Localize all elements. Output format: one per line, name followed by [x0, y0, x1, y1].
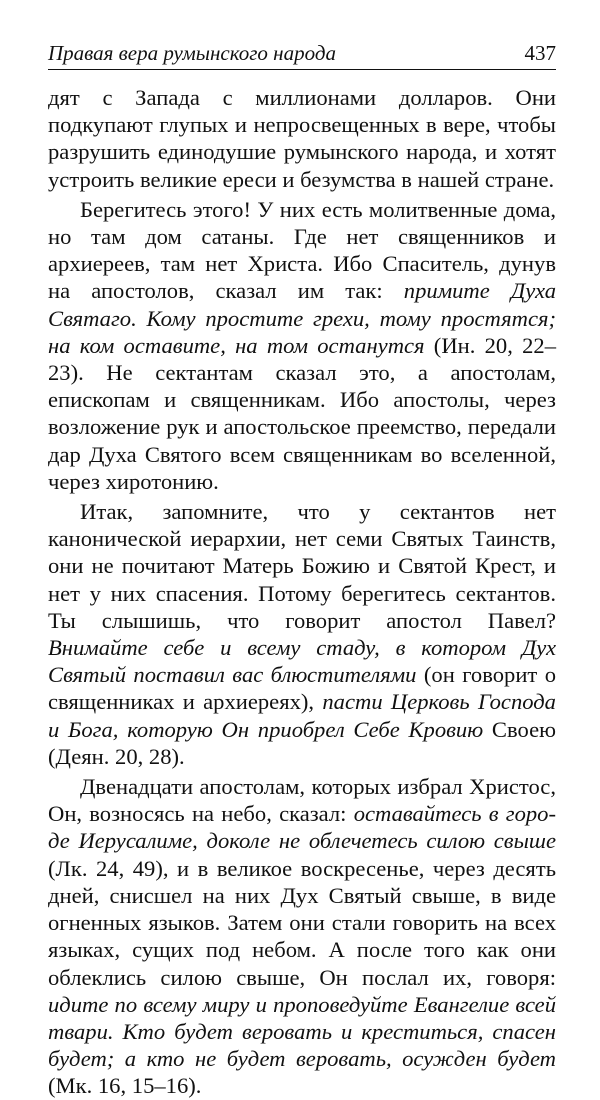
scripture-quote: пасти Церковь Господа и Бога, которую Он приобрел Себе Кровию	[48, 689, 556, 742]
paragraph-1	[48, 84, 556, 193]
paragraph-text: (Мк. 16, 15–16).	[48, 1073, 202, 1099]
paragraph-text: (он говорит о священниках и архиереях),	[48, 662, 556, 715]
running-title: Правая вера румынского народа	[48, 41, 336, 65]
paragraph-text: Двенадцати апостолам, которых избрал Христос, Он, возносясь на небо, сказал:	[48, 774, 556, 827]
scripture-quote: оставайтесь в городе Иерусалиме, доколе не облечетесь силою свыше	[48, 801, 556, 854]
paragraph-text: Своею (Деян. 20, 28).	[48, 716, 556, 769]
paragraph-text: Итак, запомните, что у сектантов нет канонической иерархии, нет семи Святых Таинств, они не почитают Матерь Божию и Святой Крест, и нет у них спасения. Потому берегитесь сектантов. Ты слышишь, что говорит апостол Павел?	[48, 499, 556, 633]
paragraph-3	[48, 498, 556, 770]
paragraph-2	[48, 196, 556, 495]
paragraph-4	[48, 773, 556, 1099]
paragraph-text: дят с Запада с миллионами долларов. Они подкупают глупых и непросвещенных в вере, чтобы разрушить единодушие румынского народа, и хотят устроить великие ереси и безумства в нашей стране.	[48, 85, 556, 192]
paragraph-text: (Лк. 24, 49), и в великое воскресенье, через десять дней, снисшел на них Дух Святый свыше, в виде огненных языков. Затем они стали говорить на всех языках, сущих под небом. А после того как они облеклись силою свыше, Он послал их, говоря:	[48, 855, 556, 990]
page-header	[48, 40, 556, 70]
page-body	[48, 84, 556, 1100]
scripture-quote: Внимайте себе и всему стаду, в котором Дух Святый поставил вас блюстителями	[48, 635, 556, 688]
paragraph-text: Берегитесь этого! У них есть молитвенные дома, но там дом сатаны. Где нет священников и архиереев, там нет Христа. Ибо Спаситель, дунув на апостолов, сказал им так:	[48, 196, 556, 304]
scripture-quote: примите Духа Святаго. Кому простите грехи, тому простятся; на ком оставите, на том останутся	[48, 278, 556, 358]
book-page	[48, 40, 556, 1100]
paragraph-text: (Ин. 20, 22–23). Не сектантам сказал это, а апостолам, епископам и священникам. Ибо апостолы, через возложение рук и апостольское преемство, передали дар Духа Святого всем священникам во вселенной, через хиротонию.	[48, 332, 556, 494]
page-number: 437	[524, 41, 556, 65]
scripture-quote: идите по всему миру и проповедуйте Евангелие всей твари. Кто будет веровать и креститься, спасен будет; а кто не будет веровать, осужден будет	[48, 991, 556, 1072]
